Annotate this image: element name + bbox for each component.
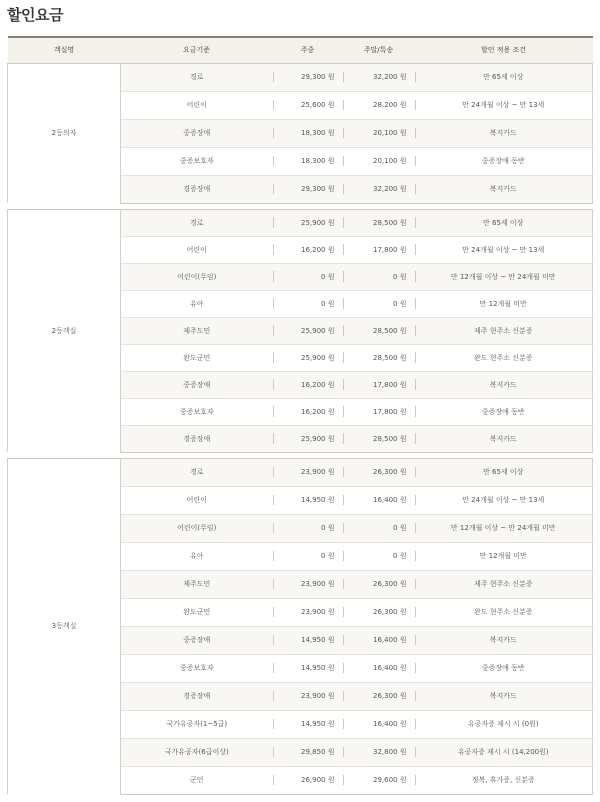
weekend-fare-cell: 28,200 원 (343, 91, 415, 119)
weekday-fare-cell: 14,950 원 (273, 626, 343, 654)
weekday-fare-cell: 16,200 원 (273, 236, 343, 263)
fare-type-cell: 제주도민 (121, 570, 273, 598)
table-row (8, 63, 593, 91)
condition-cell: 제주 현주소 신분증 (415, 317, 593, 344)
weekend-fare-cell: 28,500 원 (343, 209, 415, 236)
condition-cell: 만 24개월 이상 ~ 만 13세 (415, 236, 593, 263)
fare-type-cell: 국가유공자(1~5급) (121, 710, 273, 738)
weekend-fare-cell: 29,600 원 (343, 766, 415, 794)
weekend-fare-cell: 28,500 원 (343, 344, 415, 371)
weekday-fare-cell: 16,200 원 (273, 398, 343, 425)
weekend-fare-cell: 32,200 원 (343, 175, 415, 203)
weekend-fare-cell: 20,100 원 (343, 119, 415, 147)
weekend-fare-cell: 17,800 원 (343, 371, 415, 398)
weekend-fare-cell: 28,500 원 (343, 317, 415, 344)
fare-type-cell: 경증장애 (121, 425, 273, 452)
condition-cell: 복지카드 (415, 682, 593, 710)
room-class-cell: 2등의자 (8, 63, 121, 203)
page-title: 할인요금 (7, 6, 63, 24)
weekday-fare-cell: 29,850 원 (273, 738, 343, 766)
condition-cell: 만 24개월 이상 ~ 만 13세 (415, 91, 593, 119)
weekday-fare-cell: 26,900 원 (273, 766, 343, 794)
condition-cell: 제주 현주소 신분증 (415, 570, 593, 598)
weekday-fare-cell: 25,900 원 (273, 344, 343, 371)
fare-type-cell: 군인 (121, 766, 273, 794)
weekend-fare-cell: 28,500 원 (343, 425, 415, 452)
weekday-fare-cell: 23,900 원 (273, 598, 343, 626)
condition-cell: 만 65세 이상 (415, 458, 593, 486)
condition-cell: 만 12개월 이상 ~ 만 24개월 미만 (415, 514, 593, 542)
condition-cell: 복지카드 (415, 175, 593, 203)
weekday-fare-cell: 29,300 원 (273, 175, 343, 203)
table-row (8, 209, 593, 236)
condition-cell: 정복, 휴가증, 신분증 (415, 766, 593, 794)
room-class-cell: 3등객실 (8, 458, 121, 794)
condition-cell: 유공자증 제시 시 (14,200원) (415, 738, 593, 766)
condition-cell: 완도 현주소 신분증 (415, 598, 593, 626)
condition-cell: 복지카드 (415, 425, 593, 452)
weekday-fare-cell: 25,600 원 (273, 91, 343, 119)
fare-group (8, 209, 593, 452)
weekend-fare-cell: 0 원 (343, 542, 415, 570)
weekday-fare-cell: 23,900 원 (273, 458, 343, 486)
weekday-fare-cell: 14,950 원 (273, 710, 343, 738)
room-class-cell: 2등객실 (8, 209, 121, 452)
discount-fare-table (7, 36, 593, 795)
fare-type-cell: 완도군민 (121, 344, 273, 371)
weekend-fare-cell: 17,800 원 (343, 236, 415, 263)
header-weekday: 주중 (273, 37, 343, 63)
weekend-fare-cell: 20,100 원 (343, 147, 415, 175)
header-weekend: 주말/특송 (343, 37, 415, 63)
weekend-fare-cell: 0 원 (343, 290, 415, 317)
condition-cell: 복지카드 (415, 371, 593, 398)
weekday-fare-cell: 0 원 (273, 542, 343, 570)
weekday-fare-cell: 0 원 (273, 290, 343, 317)
fare-type-cell: 경로 (121, 458, 273, 486)
fare-group (8, 458, 593, 794)
fare-type-cell: 국가유공자(6급이상) (121, 738, 273, 766)
condition-cell: 만 12개월 이상 ~ 만 24개월 미만 (415, 263, 593, 290)
weekend-fare-cell: 16,400 원 (343, 486, 415, 514)
weekday-fare-cell: 0 원 (273, 263, 343, 290)
condition-cell: 복지카드 (415, 119, 593, 147)
fare-group (8, 63, 593, 203)
weekday-fare-cell: 0 원 (273, 514, 343, 542)
weekday-fare-cell: 14,950 원 (273, 654, 343, 682)
header-room: 객실명 (8, 37, 121, 63)
table-row (8, 458, 593, 486)
condition-cell: 만 65세 이상 (415, 63, 593, 91)
weekend-fare-cell: 16,400 원 (343, 626, 415, 654)
fare-type-cell: 경로 (121, 63, 273, 91)
fare-type-cell: 어린이 (121, 236, 273, 263)
weekend-fare-cell: 16,400 원 (343, 710, 415, 738)
fare-type-cell: 중증보호자 (121, 398, 273, 425)
fare-type-cell: 중증보호자 (121, 654, 273, 682)
weekday-fare-cell: 23,900 원 (273, 570, 343, 598)
header-condition: 할인 적용 조건 (415, 37, 593, 63)
weekday-fare-cell: 18,300 원 (273, 147, 343, 175)
weekend-fare-cell: 32,200 원 (343, 63, 415, 91)
condition-cell: 만 12개월 미만 (415, 542, 593, 570)
weekend-fare-cell: 26,300 원 (343, 458, 415, 486)
weekend-fare-cell: 26,300 원 (343, 598, 415, 626)
fare-type-cell: 중증장애 (121, 371, 273, 398)
fare-type-cell: 어린이(무임) (121, 263, 273, 290)
condition-cell: 만 12개월 미만 (415, 290, 593, 317)
weekend-fare-cell: 32,800 원 (343, 738, 415, 766)
condition-cell: 만 65세 이상 (415, 209, 593, 236)
fare-type-cell: 경로 (121, 209, 273, 236)
fare-type-cell: 어린이 (121, 486, 273, 514)
weekend-fare-cell: 0 원 (343, 263, 415, 290)
weekend-fare-cell: 17,800 원 (343, 398, 415, 425)
weekday-fare-cell: 14,950 원 (273, 486, 343, 514)
fare-type-cell: 유아 (121, 290, 273, 317)
header-criteria: 요금기준 (121, 37, 273, 63)
weekday-fare-cell: 25,900 원 (273, 425, 343, 452)
weekday-fare-cell: 25,900 원 (273, 209, 343, 236)
fare-type-cell: 중증보호자 (121, 147, 273, 175)
condition-cell: 중증장애 동반 (415, 654, 593, 682)
weekday-fare-cell: 18,300 원 (273, 119, 343, 147)
weekend-fare-cell: 26,300 원 (343, 570, 415, 598)
weekday-fare-cell: 23,900 원 (273, 682, 343, 710)
fare-type-cell: 어린이 (121, 91, 273, 119)
weekend-fare-cell: 16,400 원 (343, 654, 415, 682)
weekday-fare-cell: 16,200 원 (273, 371, 343, 398)
fare-type-cell: 완도군민 (121, 598, 273, 626)
fare-type-cell: 경증장애 (121, 682, 273, 710)
condition-cell: 완도 현주소 신분증 (415, 344, 593, 371)
weekday-fare-cell: 25,900 원 (273, 317, 343, 344)
fare-type-cell: 중증장애 (121, 119, 273, 147)
fare-type-cell: 어린이(무임) (121, 514, 273, 542)
condition-cell: 중증장애 동반 (415, 398, 593, 425)
weekend-fare-cell: 0 원 (343, 514, 415, 542)
condition-cell: 만 24개월 이상 ~ 만 13세 (415, 486, 593, 514)
weekend-fare-cell: 26,300 원 (343, 682, 415, 710)
condition-cell: 유공자증 제시 시 (0원) (415, 710, 593, 738)
table-header (8, 37, 593, 63)
fare-type-cell: 유아 (121, 542, 273, 570)
condition-cell: 중증장애 동반 (415, 147, 593, 175)
fare-type-cell: 중증장애 (121, 626, 273, 654)
fare-type-cell: 제주도민 (121, 317, 273, 344)
condition-cell: 복지카드 (415, 626, 593, 654)
fare-type-cell: 경증장애 (121, 175, 273, 203)
weekday-fare-cell: 29,300 원 (273, 63, 343, 91)
